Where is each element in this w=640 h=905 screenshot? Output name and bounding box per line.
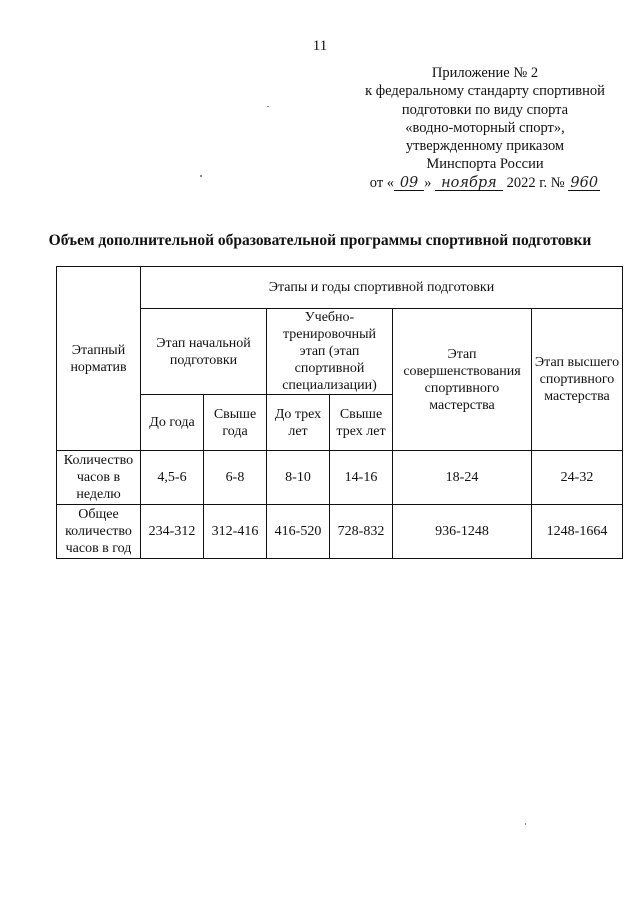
- stage-header: Этап совершенствования спортивного мастерства: [393, 309, 532, 451]
- table-row: [57, 451, 623, 505]
- scan-speck: [525, 823, 526, 825]
- table-corner-header: Этапный норматив: [57, 267, 141, 451]
- appendix-line: подготовки по виду спорта: [401, 101, 569, 118]
- date-year: 2022 г. №: [506, 174, 565, 191]
- appendix-line: Минспорта России: [426, 156, 544, 173]
- handwritten-month: ноября: [435, 176, 503, 191]
- table-cell: 4,5-6: [141, 451, 204, 505]
- page-number: 11: [312, 38, 328, 54]
- row-label: Общее количество часов в год: [57, 505, 141, 559]
- stage-header: Учебно-тренировочный этап (этап спортивной специализации): [267, 309, 393, 395]
- table-group-header: Этапы и годы спортивной подготовки: [141, 267, 623, 309]
- year-header: До года: [141, 395, 204, 451]
- appendix-line: Приложение № 2: [431, 65, 539, 81]
- table-cell: 936-1248: [393, 505, 532, 559]
- handwritten-day: 09: [394, 176, 424, 191]
- year-header: До трех лет: [267, 395, 330, 451]
- table-row: [57, 505, 623, 559]
- appendix-line: утвержденному приказом: [405, 138, 565, 155]
- table-cell: 18-24: [393, 451, 532, 505]
- scan-speck: [200, 175, 202, 177]
- date-prefix: от «: [369, 174, 395, 191]
- table-cell: 234-312: [141, 505, 204, 559]
- document-title: Объем дополнительной образовательной программы спортивной подготовки: [48, 232, 592, 249]
- table-cell: 8-10: [267, 451, 330, 505]
- stage-header: Этап высшего спортивного мастерства: [532, 309, 623, 451]
- table-cell: 6-8: [204, 451, 267, 505]
- date-mid: »: [424, 174, 432, 191]
- scan-speck: [267, 106, 269, 107]
- table-cell: 416-520: [267, 505, 330, 559]
- order-date-line: [330, 174, 640, 192]
- table-cell: 24-32: [532, 451, 623, 505]
- year-header: Свыше трех лет: [330, 395, 393, 451]
- table-cell: 1248-1664: [532, 505, 623, 559]
- program-volume-table: [56, 266, 623, 559]
- appendix-line: к федеральному стандарту спортивной: [365, 83, 605, 100]
- table-cell: 14-16: [330, 451, 393, 505]
- table-cell: 312-416: [204, 505, 267, 559]
- appendix-header: [330, 64, 640, 192]
- year-header: Свыше года: [204, 395, 267, 451]
- handwritten-order-number: 960: [568, 176, 600, 191]
- stage-header: Этап начальной подготовки: [141, 309, 267, 395]
- appendix-line: «водно-моторный спорт»,: [405, 119, 565, 136]
- row-label: Количество часов в неделю: [57, 451, 141, 505]
- table-cell: 728-832: [330, 505, 393, 559]
